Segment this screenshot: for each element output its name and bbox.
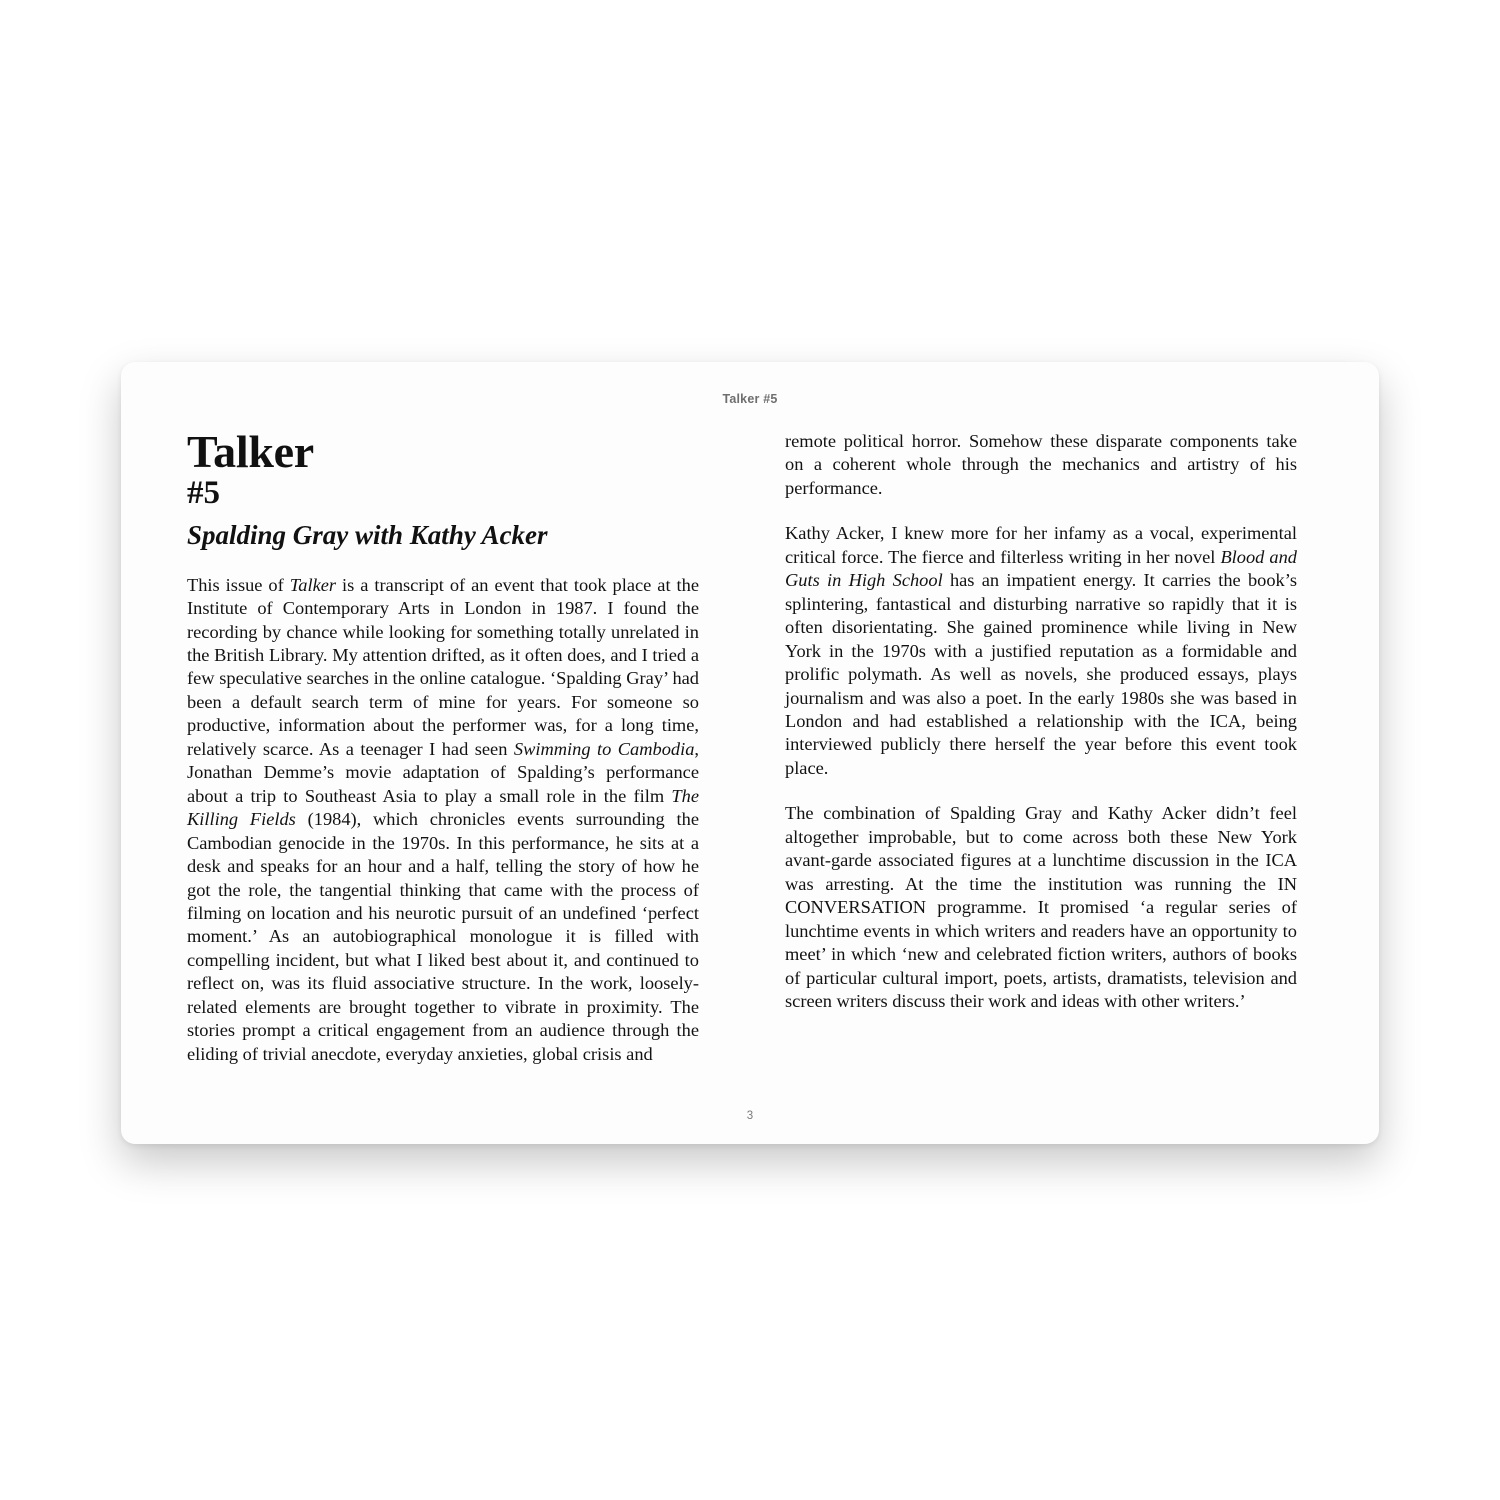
two-column-layout [187,426,1313,1066]
running-head: Talker #5 [722,392,778,406]
paragraph-continuation: remote political horror. Somehow these disparate components take on a coherent whole through the mechanics and artistry of his performance. [785,431,1297,498]
page-number: 3 [746,1110,754,1122]
text-run: (1984), which chronicles events surrounding the Cambodian genocide in the 1970s. In this performance, he sits at a desk and speaks for an hour and a half, telling the story of how he got the role, the tangential thinking that came with the process of filming on location and his neurotic pursuit of an undefined ‘perfect moment.’ As an autobiographical monologue it is filled with compelling incident, but what I liked best about it, and continued to reflect on, was its fluid associative structure. In the work, loosely-related elements are brought together to vibrate in proximity. The stories prompt a critical engagement from an audience through the eliding of trivial anecdote, everyday anxieties, global crisis and [187,809,699,1064]
left-column [187,426,699,1066]
masthead [187,426,699,552]
italic-title-blood-and-guts-in-high-school: Blood and Guts in High School [785,546,1297,591]
italic-title-talker: Talker [289,574,337,595]
issue-subtitle: Spalding Gray with Kathy Acker [187,519,548,550]
italic-title-swimming-to-cambodia: Swimming to Cambodia [513,738,695,759]
text-run: Kathy Acker, I knew more for her infamy as a vocal, experimental critical force. The fierce and filterless writing in her novel [785,523,1297,567]
italic-title-the-killing-fields: The Killing Fields [187,785,699,830]
text-run: has an impatient energy. It carries the book’s splintering, fantastical and disturbing narrative so rapidly that it is often disorientating. She gained prominence while living in New York in the 1970s with a justified reputation as a formidable and prolific polymath. As well as novels, she produced essays, plays journalism and was also a poet. In the early 1980s she was based in London and had established a relationship with the ICA, being interviewed publicly there herself the year before this event took place. [785,570,1297,778]
page-title: Talker [187,426,314,477]
paragraph-intro [187,574,699,1067]
text-run: , Jonathan Demme’s movie adaptation of Spalding’s performance about a trip to Southeast Asia to play a small role in the film [187,738,699,806]
document-page [121,362,1379,1144]
issue-number: #5 [187,475,220,512]
text-run: is a transcript of an event that took place at the Institute of Contemporary Arts in London in 1987. I found the recording by chance while looking for something totally unrelated in the British Library. My attention drifted, as it often does, and I tried a few speculative searches in the online catalogue. ‘Spalding Gray’ had been a default search term of mine for years. For someone so productive, information about the performer was, for a long time, relatively scarce. As a teenager I had seen [187,574,699,759]
paragraph-kathy-acker [785,522,1297,780]
paragraph-combination: The combination of Spalding Gray and Kathy Acker didn’t feel altogether improbable, but to come across both these New York avant-garde associated figures at a lunchtime discussion in the ICA was arresting. At the time the institution was running the IN CONVERSATION programme. It promised ‘a regular series of lunchtime events in which writers and readers have an opportunity to meet’ in which ‘new and celebrated fiction writers, authors of books of particular cultural import, poets, artists, dramatists, television and screen writers discuss their work and ideas with other writers.’ [785,803,1297,1011]
right-column [785,430,1297,1013]
text-run: This issue of [187,574,290,595]
